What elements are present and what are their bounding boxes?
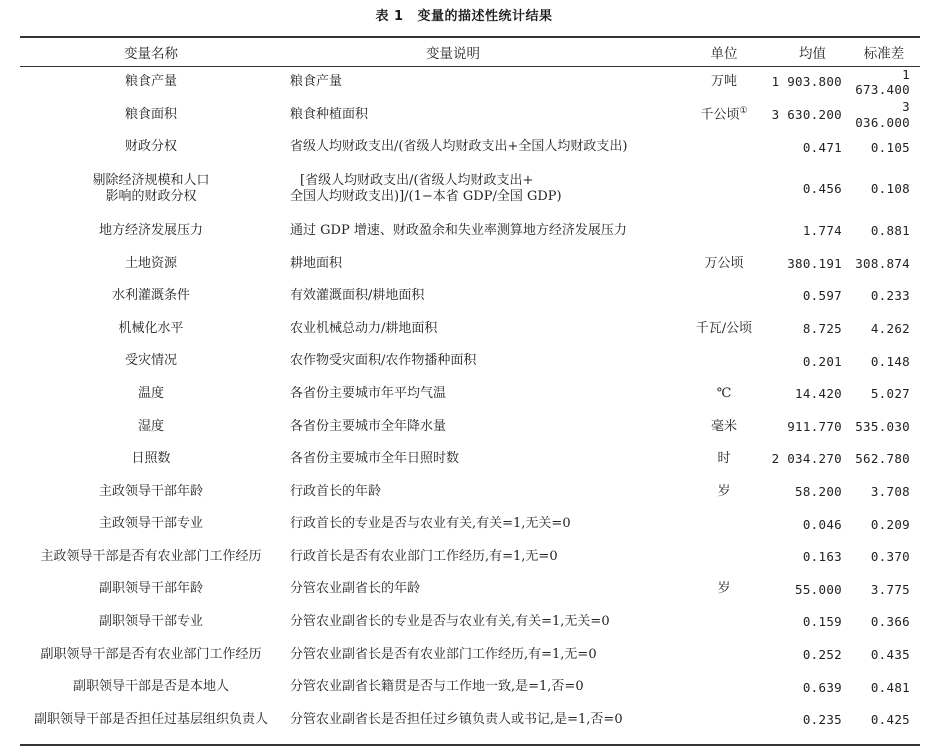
- row-name-line-2: 影响的财政分权: [105, 189, 197, 205]
- row-desc: 耕地面积: [290, 255, 343, 271]
- row-name: 受灾情况: [124, 353, 177, 369]
- row-mean: 0.639: [802, 679, 842, 695]
- row-desc-line-2: 全国人均财政支出)]/(1−本省 GDP/全国 GDP): [290, 189, 562, 205]
- row-mean: 0.235: [802, 712, 842, 728]
- row-unit: 毫米: [710, 418, 737, 434]
- row-mean: 58.200: [795, 484, 842, 500]
- row-sd: 1 673.400: [855, 66, 910, 98]
- table-row: [20, 573, 920, 606]
- row-mean: 55.000: [795, 581, 842, 597]
- row-sd: 0.209: [870, 516, 910, 532]
- row-mean: 1.774: [802, 223, 842, 239]
- row-sd: 535.030: [855, 418, 910, 434]
- row-sd: 0.425: [870, 712, 910, 728]
- row-name: 湿度: [137, 418, 164, 434]
- row-unit: [684, 131, 764, 164]
- table-row: [20, 215, 920, 248]
- row-sd: 308.874: [855, 255, 910, 271]
- row-desc: 各省份主要城市年平均气温: [290, 385, 447, 401]
- row-desc: 省级人均财政支出/(省级人均财政支出+全国人均财政支出): [290, 139, 628, 155]
- table-row: [20, 247, 920, 280]
- row-sd: 562.780: [855, 451, 910, 467]
- table-row: [20, 280, 920, 313]
- table-row: [20, 131, 920, 164]
- unit-text: 千公顷: [700, 107, 740, 123]
- row-unit: [684, 508, 764, 541]
- descriptive-stats-table: [20, 37, 920, 736]
- row-unit: [684, 99, 764, 132]
- table-label: 表 1: [375, 9, 404, 24]
- table-row: [20, 313, 920, 346]
- row-mean: 911.770: [787, 418, 842, 434]
- row-desc: 通过 GDP 增速、财政盈余和失业率测算地方经济发展压力: [290, 222, 627, 238]
- header-desc: 变量说明: [426, 45, 480, 62]
- table-row: [20, 476, 920, 509]
- row-mean: 8.725: [802, 321, 842, 337]
- row-sd: 5.027: [870, 386, 910, 402]
- row-desc: 行政首长是否有农业部门工作经历,有=1,无=0: [290, 548, 558, 564]
- table-row: [20, 541, 920, 574]
- row-unit: 万公顷: [704, 255, 744, 271]
- table-row: [20, 164, 920, 215]
- header-unit: 单位: [710, 45, 738, 62]
- row-desc: 分管农业副省长籍贯是否与工作地一致,是=1,否=0: [290, 679, 584, 695]
- row-desc: [282, 164, 684, 215]
- row-mean: 1 903.800: [771, 74, 842, 90]
- row-desc: 分管农业副省长是否有农业部门工作经历,有=1,无=0: [290, 646, 597, 662]
- row-mean: 0.456: [802, 181, 842, 197]
- row-desc: 有效灌溉面积/耕地面积: [290, 288, 425, 304]
- row-mean: 0.471: [802, 139, 842, 155]
- row-name: 副职领导干部是否有农业部门工作经历: [40, 646, 262, 662]
- row-desc: 行政首长的专业是否与农业有关,有关=1,无关=0: [290, 516, 571, 532]
- row-sd: 0.370: [870, 549, 910, 565]
- row-name: 温度: [137, 385, 164, 401]
- table-row: [20, 66, 920, 99]
- row-mean: 0.163: [802, 549, 842, 565]
- row-sd: 0.435: [870, 646, 910, 662]
- row-desc: 农作物受灾面积/农作物播种面积: [290, 353, 477, 369]
- row-mean: 0.046: [802, 516, 842, 532]
- row-unit: 千瓦/公顷: [695, 320, 753, 336]
- table-row: [20, 410, 920, 443]
- row-name: 主政领导干部年龄: [98, 483, 203, 499]
- row-unit: 时: [717, 451, 731, 467]
- row-name-line-1: 剔除经济规模和人口: [92, 173, 210, 189]
- row-mean: 0.159: [802, 614, 842, 630]
- row-mean: 14.420: [795, 386, 842, 402]
- table-row: [20, 606, 920, 639]
- row-mean: 3 630.200: [771, 107, 842, 123]
- row-unit: [684, 606, 764, 639]
- row-sd: 3.775: [870, 581, 910, 597]
- row-desc: 各省份主要城市全年日照时数: [290, 451, 460, 467]
- row-unit: [684, 164, 764, 215]
- row-mean: 380.191: [787, 255, 842, 271]
- row-mean: 2 034.270: [771, 451, 842, 467]
- row-name: 土地资源: [124, 255, 177, 271]
- footnote-marker: ①: [739, 106, 748, 117]
- row-name: [20, 164, 282, 215]
- row-sd: 0.233: [870, 288, 910, 304]
- row-desc: 农业机械总动力/耕地面积: [290, 320, 438, 336]
- row-unit: 岁: [717, 581, 731, 597]
- table-row: [20, 671, 920, 704]
- table-row: [20, 443, 920, 476]
- row-desc: 分管农业副省长的专业是否与农业有关,有关=1,无关=0: [290, 614, 610, 630]
- row-name: 副职领导干部年龄: [98, 581, 203, 597]
- row-desc: 行政首长的年龄: [290, 483, 382, 499]
- row-desc: 粮食产量: [290, 74, 343, 90]
- row-unit: [684, 541, 764, 574]
- row-desc: 粮食种植面积: [290, 106, 369, 122]
- table-row: [20, 345, 920, 378]
- bottom-rule: [20, 744, 920, 746]
- row-desc-line-1: [省级人均财政支出/(省级人均财政支出+: [300, 173, 534, 189]
- row-name: 粮食产量: [124, 74, 177, 90]
- row-name: 副职领导干部是否担任过基层组织负责人: [33, 711, 268, 727]
- row-unit: [684, 671, 764, 704]
- row-sd: 0.881: [870, 223, 910, 239]
- row-unit: [684, 280, 764, 313]
- header-sd: 标准差: [863, 45, 905, 62]
- row-name: 财政分权: [124, 139, 177, 155]
- row-mean: 0.597: [802, 288, 842, 304]
- row-name: 主政领导干部专业: [98, 516, 203, 532]
- row-name: 副职领导干部专业: [98, 614, 203, 630]
- row-unit: [684, 704, 764, 737]
- row-unit: ℃: [716, 385, 732, 401]
- row-mean: 0.252: [802, 646, 842, 662]
- table-title: 变量的描述性统计结果: [417, 9, 553, 24]
- table-row: [20, 639, 920, 672]
- table-row: [20, 508, 920, 541]
- row-desc: 分管农业副省长是否担任过乡镇负责人或书记,是=1,否=0: [290, 711, 623, 727]
- row-desc: 各省份主要城市全年降水量: [290, 418, 447, 434]
- row-sd: 3 036.000: [855, 99, 910, 130]
- row-sd: 0.366: [870, 614, 910, 630]
- table-caption: [0, 5, 928, 24]
- row-sd: 0.481: [870, 679, 910, 695]
- row-unit: 万吨: [710, 74, 737, 90]
- header-mean: 均值: [799, 45, 826, 62]
- row-name: 副职领导干部是否是本地人: [72, 679, 229, 695]
- row-sd: 0.148: [870, 353, 910, 369]
- row-unit: [684, 345, 764, 378]
- table-row: [20, 704, 920, 737]
- table-row: [20, 378, 920, 411]
- row-mean: 0.201: [802, 353, 842, 369]
- row-sd: 0.108: [870, 181, 910, 197]
- header-name: 变量名称: [124, 45, 178, 62]
- row-name: 粮食面积: [124, 106, 177, 122]
- row-sd: 0.105: [870, 139, 910, 155]
- row-name: 主政领导干部是否有农业部门工作经历: [40, 548, 262, 564]
- row-name: 日照数: [131, 451, 171, 467]
- row-unit: [684, 639, 764, 672]
- row-sd: 3.708: [870, 484, 910, 500]
- row-name: 地方经济发展压力: [98, 222, 203, 238]
- row-sd: 4.262: [870, 321, 910, 337]
- row-unit: [684, 215, 764, 248]
- row-desc: 分管农业副省长的年龄: [290, 581, 421, 597]
- row-name: 水利灌溉条件: [111, 288, 190, 304]
- row-unit: 岁: [717, 483, 731, 499]
- header-row: [20, 37, 920, 66]
- table-row: [20, 99, 920, 132]
- row-name: 机械化水平: [118, 320, 184, 336]
